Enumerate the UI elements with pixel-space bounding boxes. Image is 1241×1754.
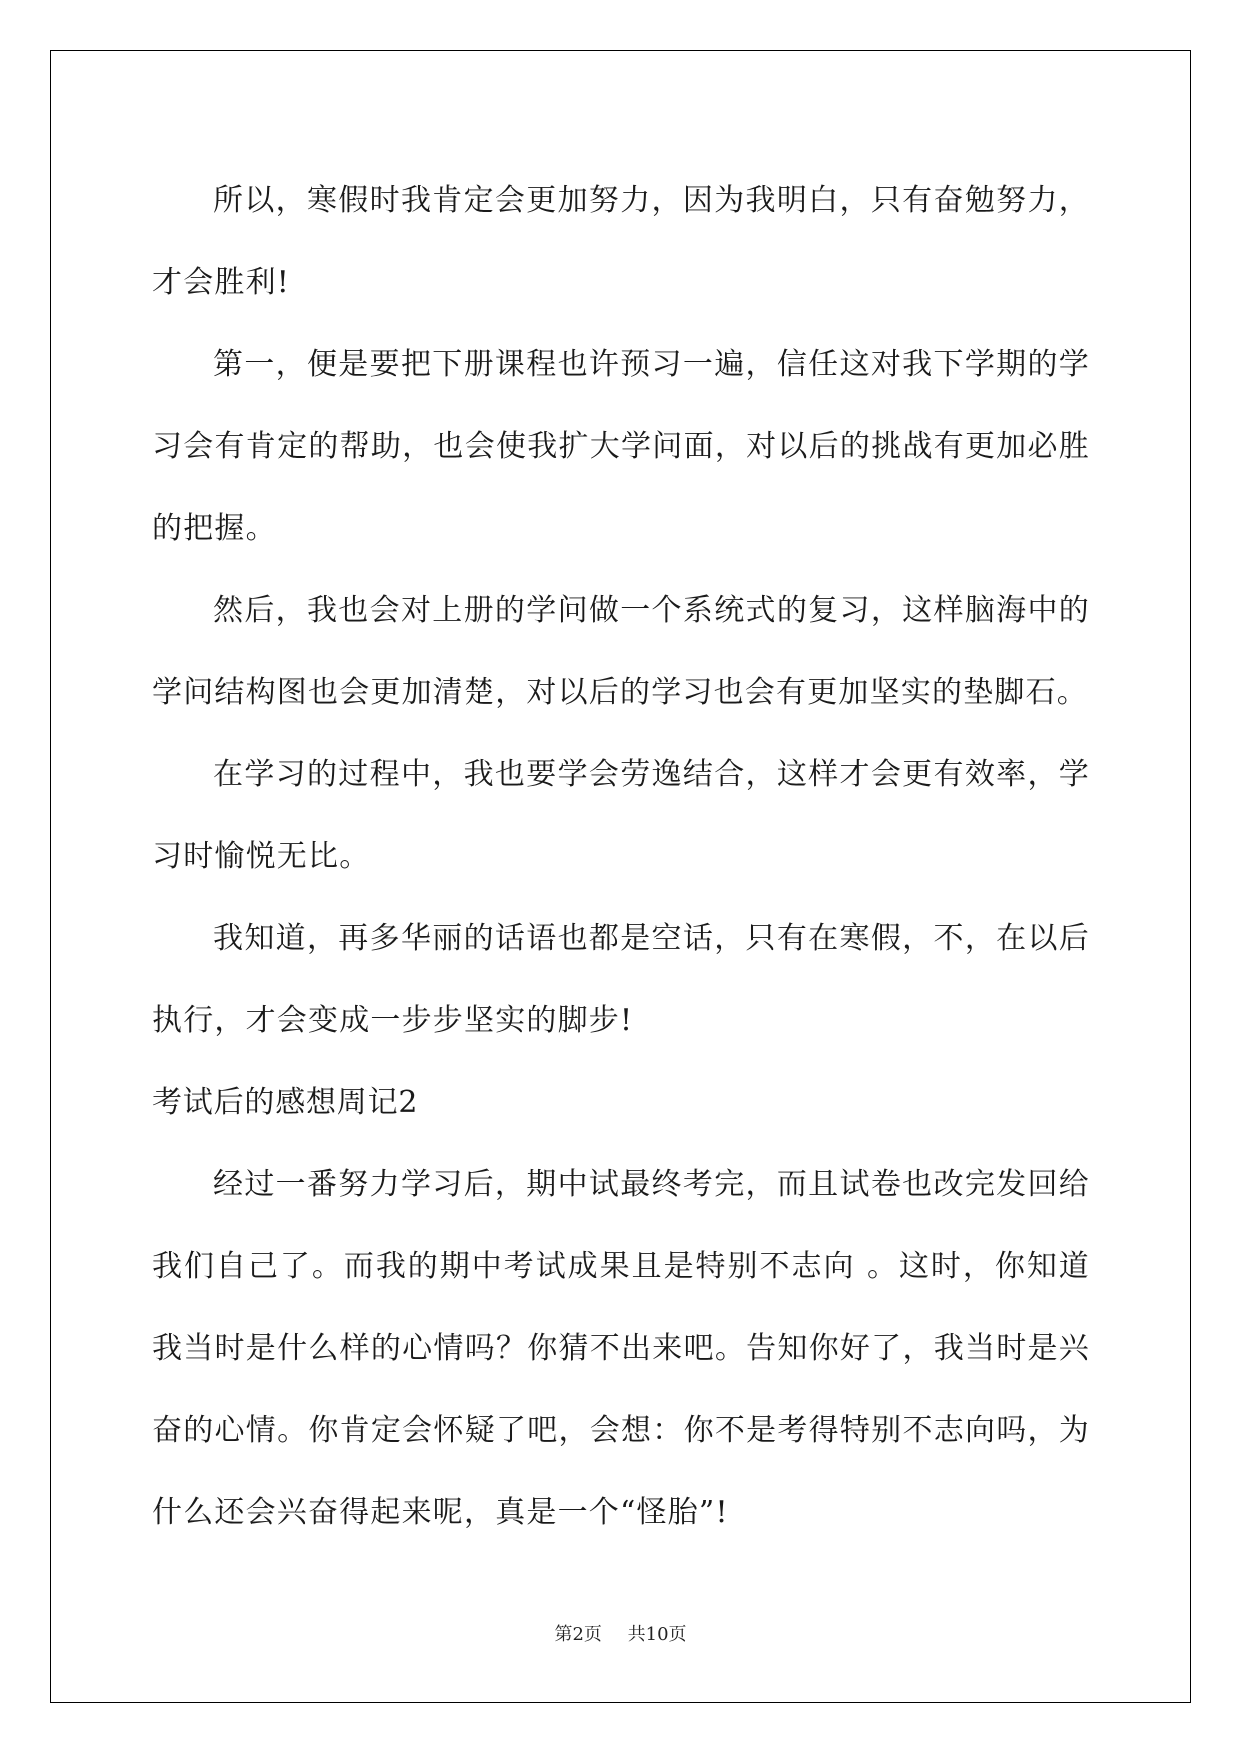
page-number: 第2页 (554, 1624, 602, 1645)
paragraph: 在学习的过程中，我也要学会劳逸结合，这样才会更有效率，学习时愉悦无比。 (152, 757, 1090, 874)
document-body (152, 160, 1090, 1554)
paragraph: 所以，寒假时我肯定会更加努力，因为我明白，只有奋勉努力，才会胜利! (152, 183, 1090, 300)
paragraph: 然后，我也会对上册的学问做一个系统式的复习，这样脑海中的学问结构图也会更加清楚，对以后的学习也会有更加坚实的垫脚石。 (152, 593, 1090, 710)
page-total: 共10页 (627, 1624, 687, 1645)
paragraph: 第一，便是要把下册课程也许预习一遍，信任这对我下学期的学习会有肯定的帮助，也会使我扩大学问面，对以后的挑战有更加必胜的把握。 (152, 347, 1090, 546)
paragraph: 经过一番努力学习后，期中试最终考完，而且试卷也改完发回给我们自己了。而我的期中考试成果且是特别不志向 。这时，你知道我当时是什么样的心情吗？你猜不出来吧。告知你好了，我当时是兴奋的心情。你肯定会怀疑了吧，会想：你不是考得特别不志向吗，为什么还会兴奋得起来呢，真是一个“怪胎”! (152, 1167, 1090, 1530)
section-title: 考试后的感想周记2 (152, 1085, 419, 1120)
page-footer (0, 1620, 1241, 1646)
paragraph: 我知道，再多华丽的话语也都是空话，只有在寒假，不，在以后执行，才会变成一步步坚实的脚步! (152, 921, 1090, 1038)
